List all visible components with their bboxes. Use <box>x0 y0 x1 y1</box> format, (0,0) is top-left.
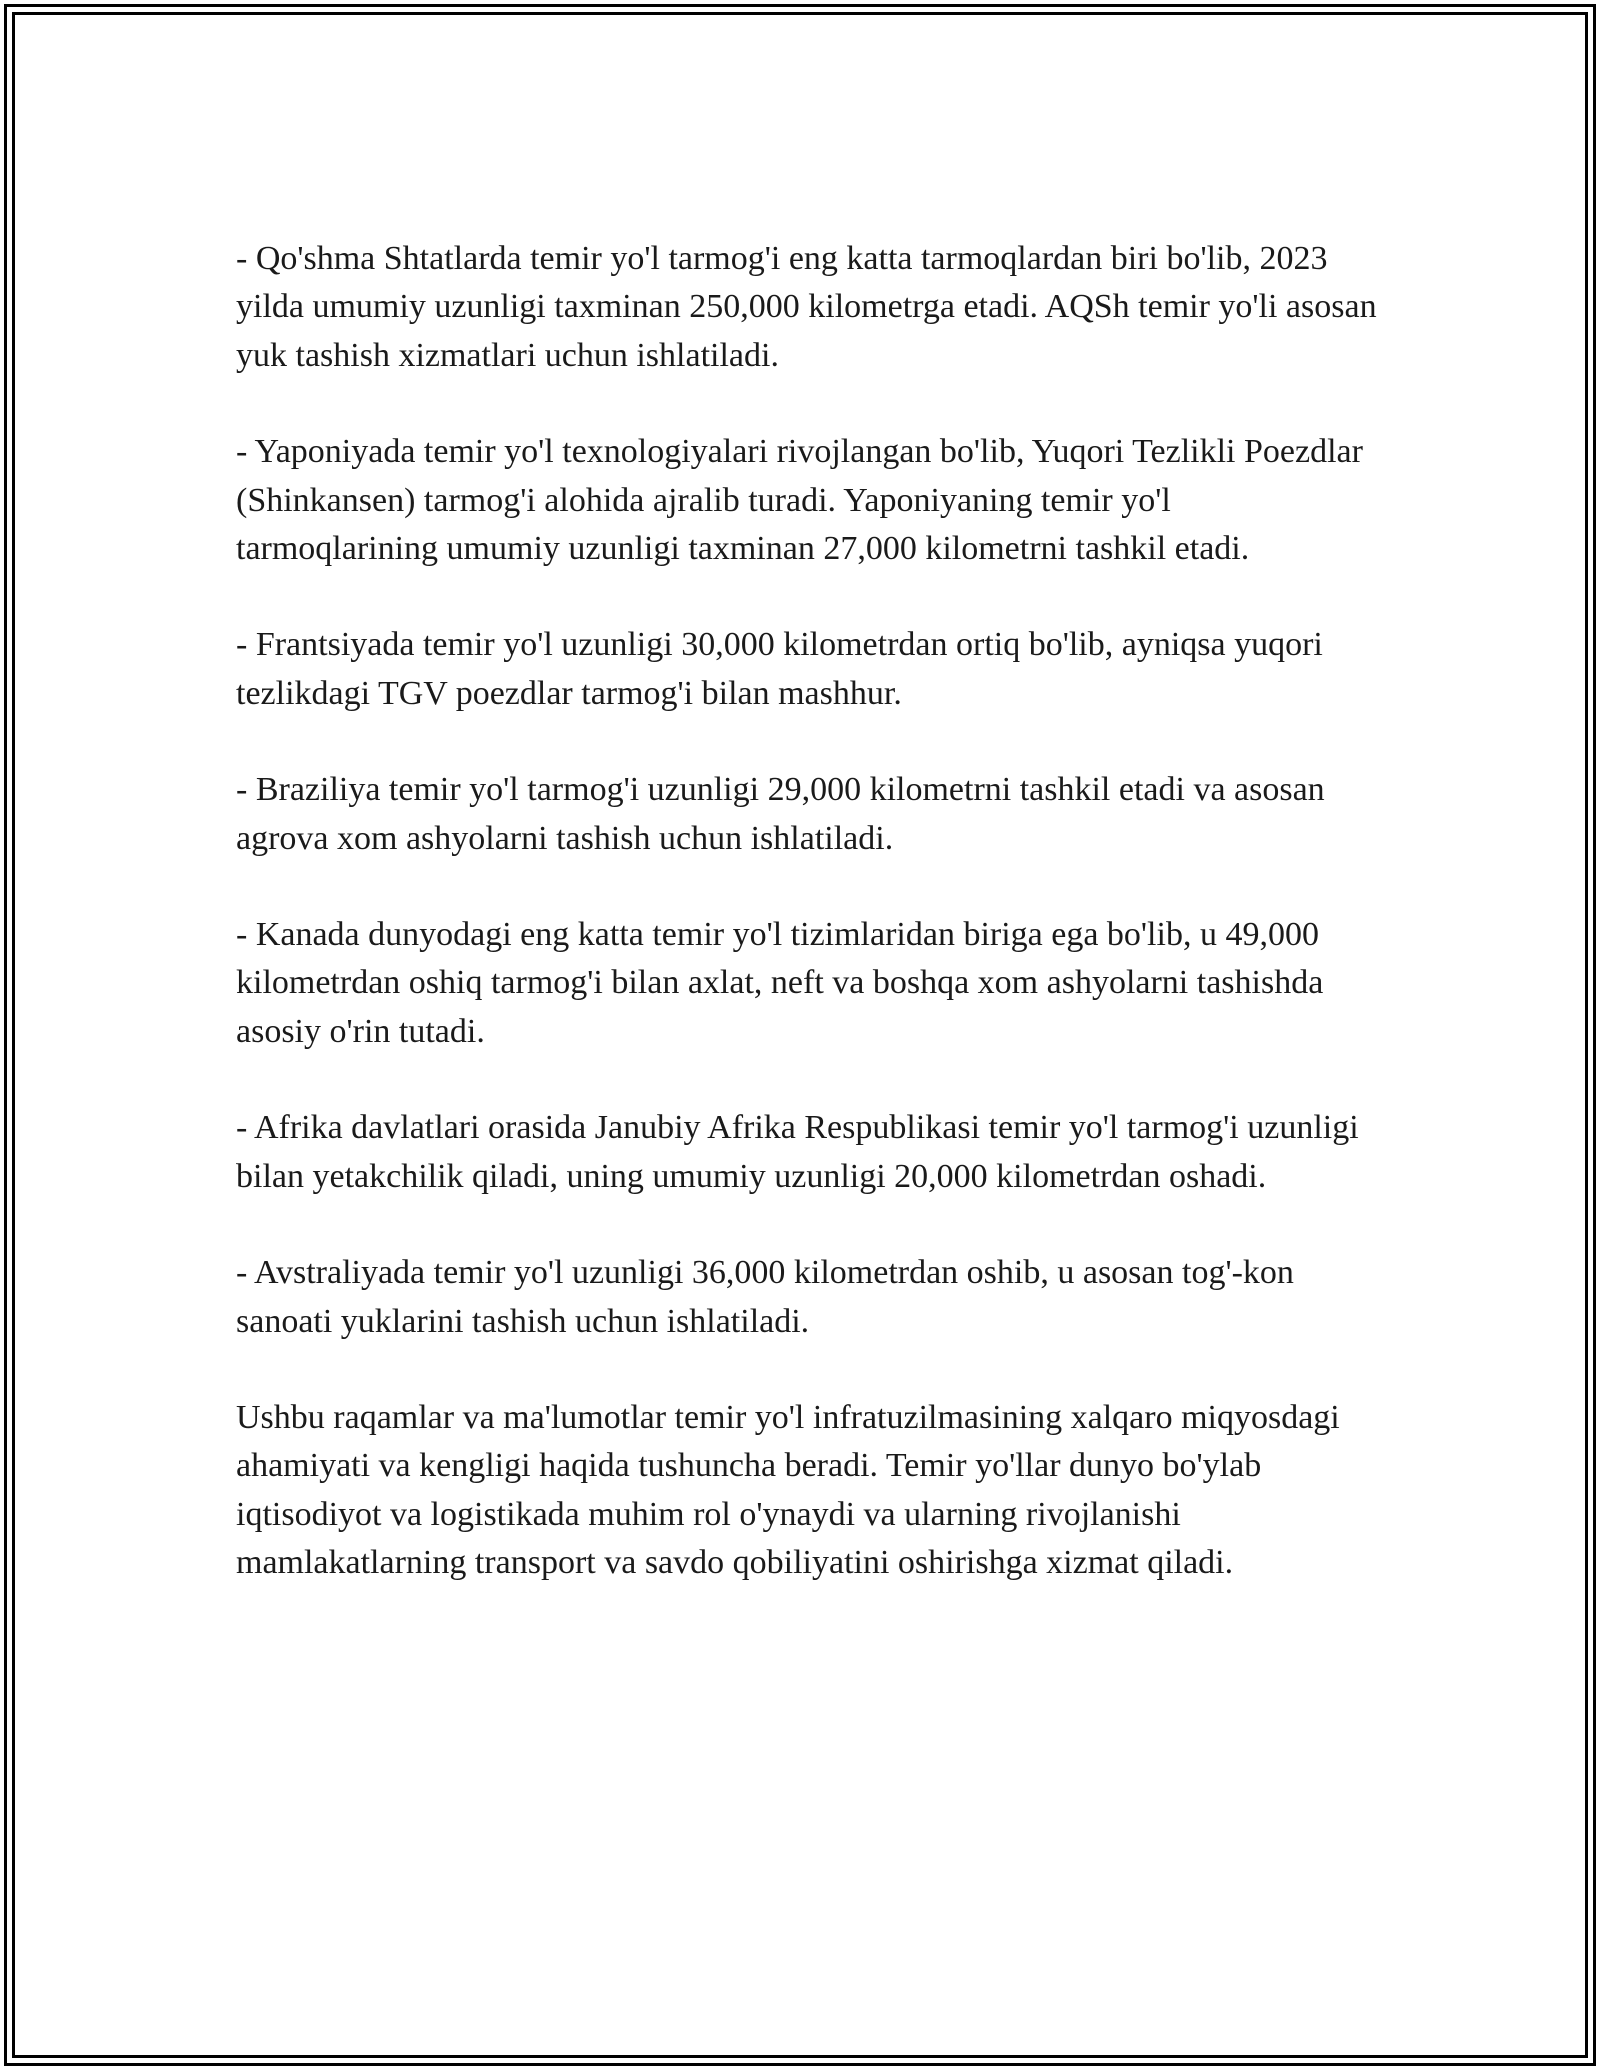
paragraph-usa: - Qo'shma Shtatlarda temir yo'l tarmog'i eng katta tarmoqlardan biri bo'lib, 2023 yilda umumiy uzunligi taxminan 250,000 kilometrga etadi. AQSh temir yo'li asosan yuk tashish xizmatlari uchun ishlatiladi. <box>236 240 1377 374</box>
paragraph-canada: - Kanada dunyodagi eng katta temir yo'l tizimlaridan biriga ega bo'lib, u 49,000 kilometrdan oshiq tarmog'i bilan axlat, neft va boshqa xom ashyolarni tashishda asosiy o'rin tutadi. <box>236 916 1324 1050</box>
document-body <box>236 235 1381 1588</box>
paragraph-conclusion: Ushbu raqamlar va ma'lumotlar temir yo'l infratuzilmasining xalqaro miqyosdagi ahamiyati va kengligi haqida tushuncha beradi. Temir yo'llar dunyo bo'ylab iqtisodiyot va logistikada muhim rol o'ynaydi va ularning rivojlanishi mamlakatlarning transport va savdo qobiliyatini oshirishga xizmat qiladi. <box>236 1398 1340 1582</box>
paragraph-japan: - Yaponiyada temir yo'l texnologiyalari rivojlangan bo'lib, Yuqori Tezlikli Poezdlar (Shinkansen) tarmog'i alohida ajralib turadi. Yaponiyaning temir yo'l tarmoqlarining umumiy uzunligi taxminan 27,000 kilometrni tashkil etadi. <box>236 433 1363 568</box>
paragraph-france: - Frantsiyada temir yo'l uzunligi 30,000 kilometrdan ortiq bo'lib, ayniqsa yuqori tezlikdagi TGV poezdlar tarmog'i bilan mashhur. <box>236 626 1323 712</box>
paragraph-south-africa: - Afrika davlatlari orasida Janubiy Afrika Respublikasi temir yo'l tarmog'i uzunligi bilan yetakchilik qiladi, uning umumiy uzunligi 20,000 kilometrdan oshadi. <box>236 1109 1359 1195</box>
paragraph-australia: - Avstraliyada temir yo'l uzunligi 36,000 kilometrdan oshib, u asosan tog'-kon sanoati yuklarini tashish uchun ishlatiladi. <box>236 1254 1294 1340</box>
paragraph-brazil: - Braziliya temir yo'l tarmog'i uzunligi 29,000 kilometrni tashkil etadi va asosan agrova xom ashyolarni tashish uchun ishlatiladi. <box>236 771 1325 857</box>
